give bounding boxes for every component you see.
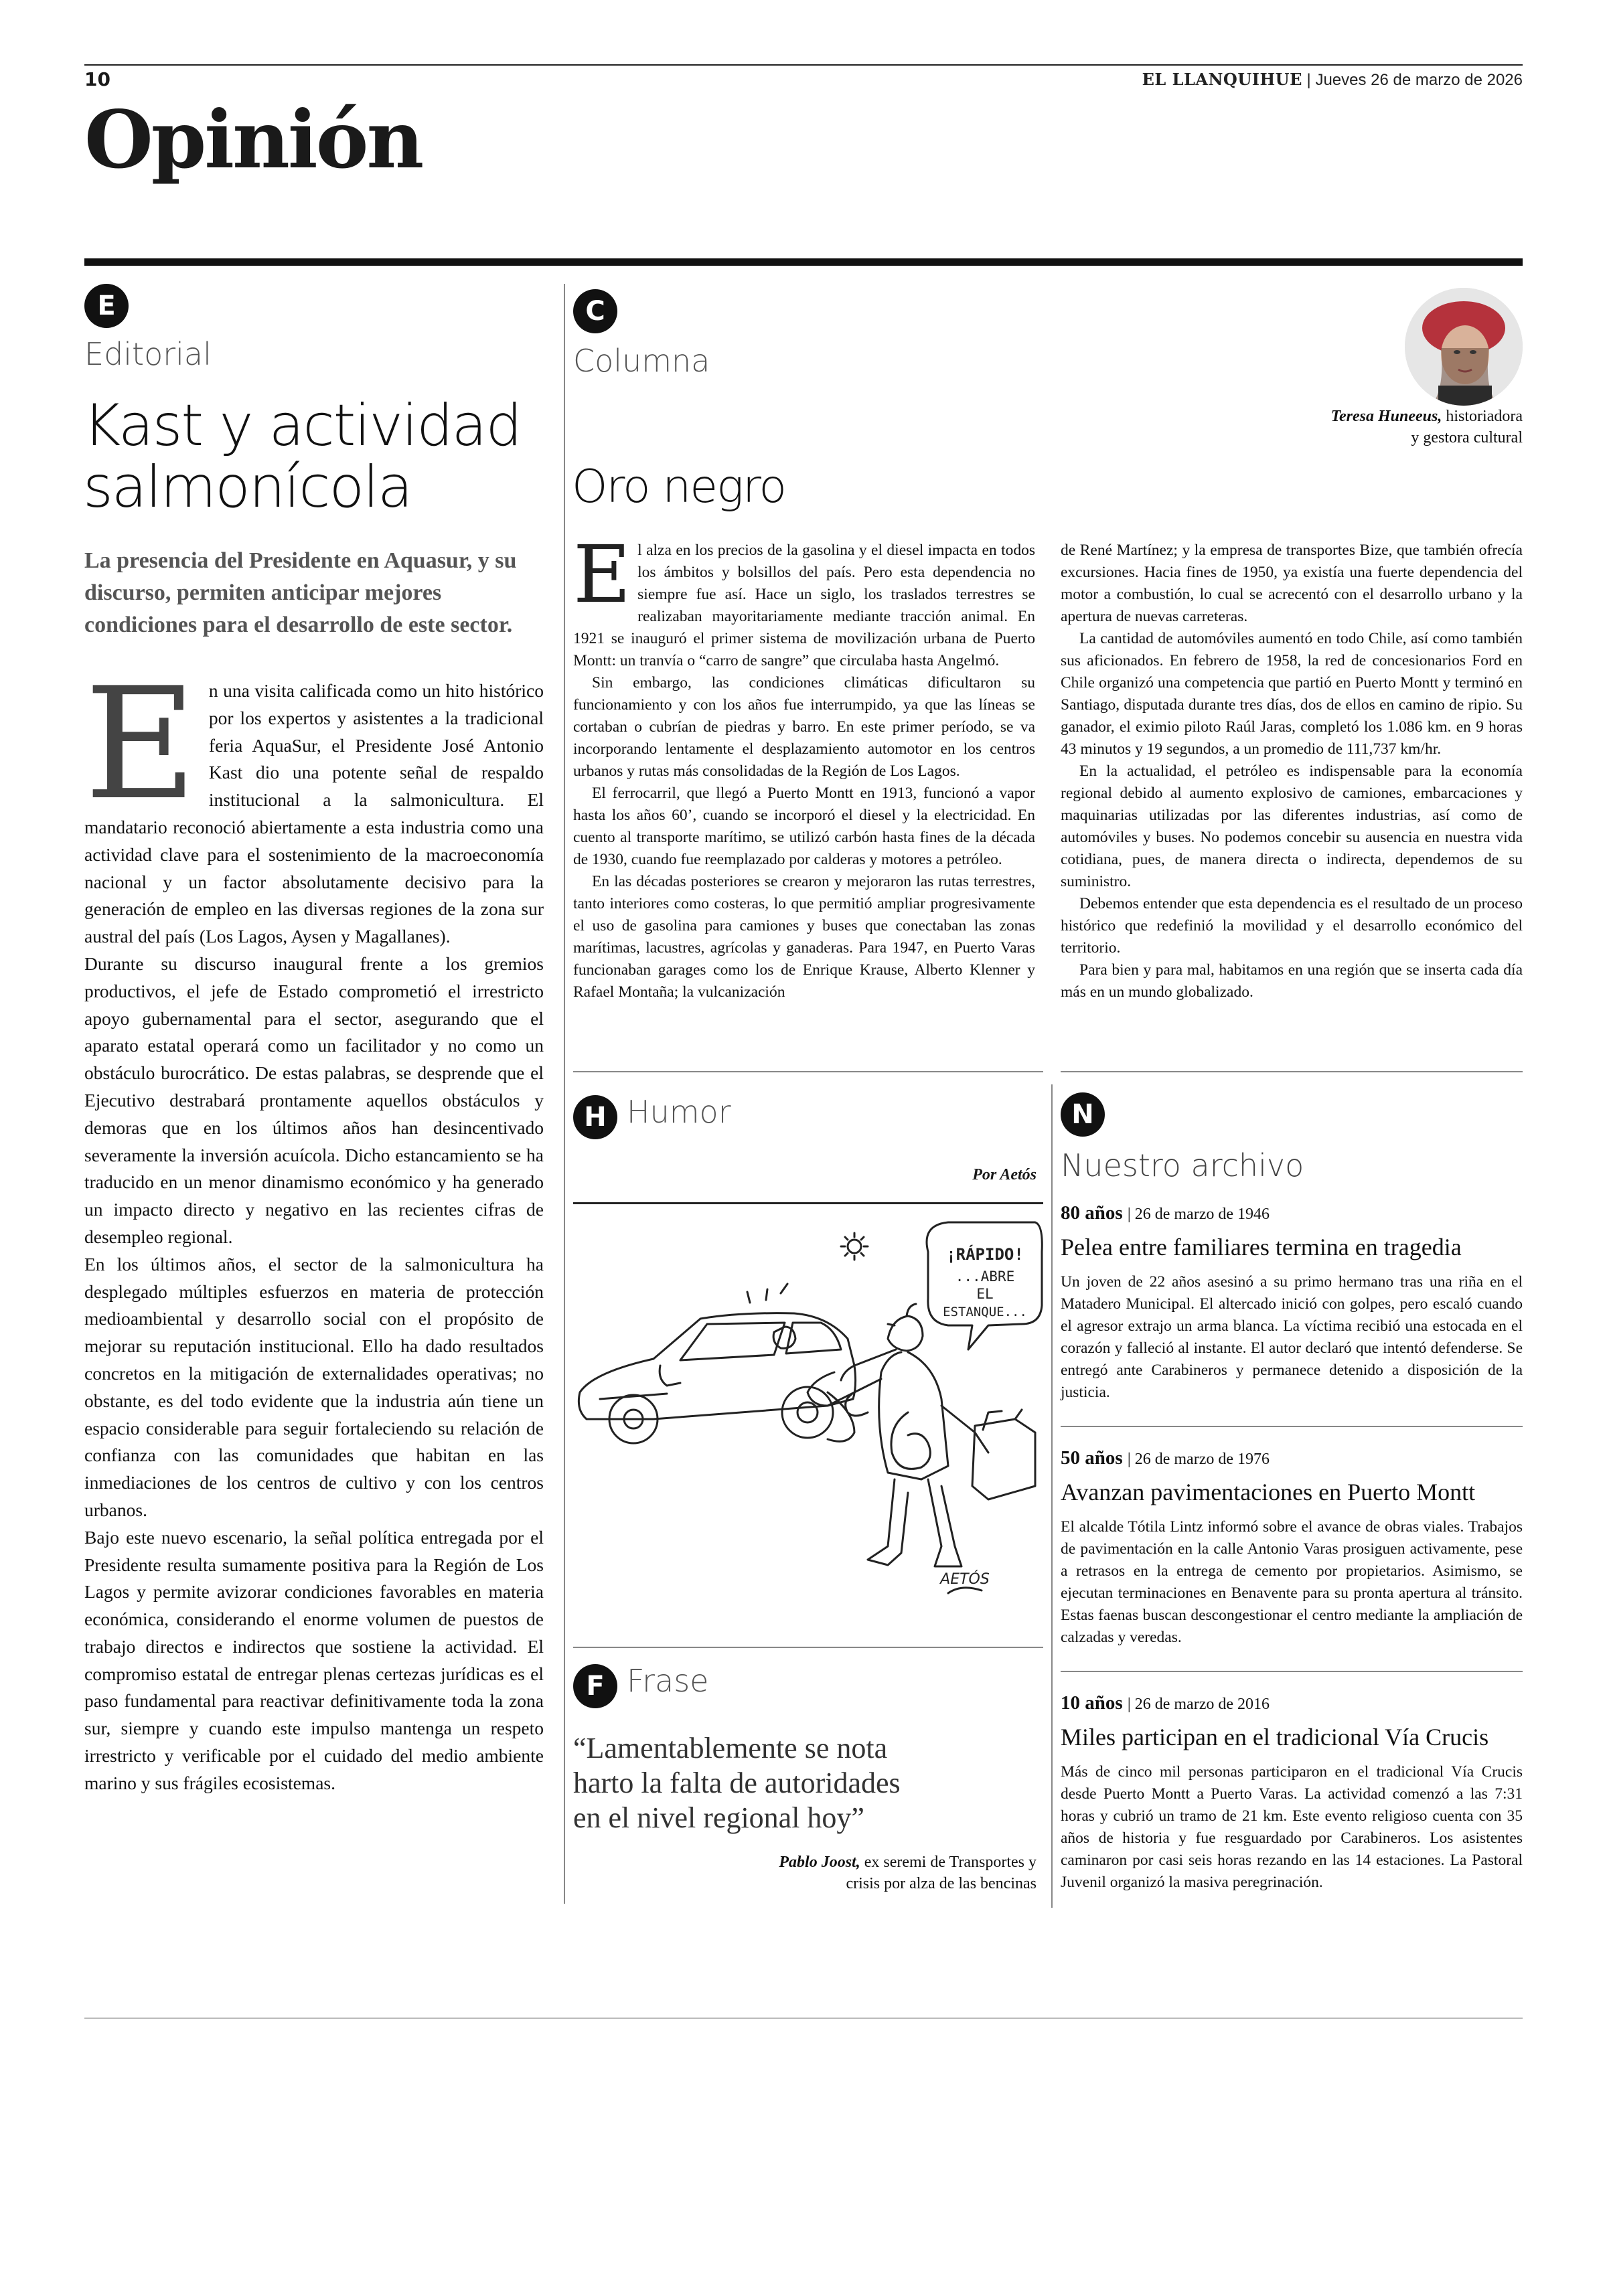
masthead: EL LLANQUIHUE | Jueves 26 de marzo de 2026 [1142,70,1523,89]
cartoon-illustration-icon [573,1212,1043,1640]
frase-quote [573,1731,1043,1835]
frase-author-role-1: ex seremi de Transportes y [864,1854,1037,1871]
archive-item-2-dateline [1061,1447,1523,1469]
archive-kicker: Nuestro archivo [1061,1147,1304,1183]
editorial-divider [564,284,565,1904]
archive-rule-1 [1061,1426,1523,1427]
column-paragraph-1 [573,528,1035,672]
editorial-paragraph-2: Durante su discurso inaugural frente a los gremios productivos, el jefe de Estado comprometió el irrestricto apoyo gubernamental para el sector, asegurando que el aparato estatal operará como un facilitador y no como un obstáculo burocrático. De estas palabras, se desprende que el Ejecutivo destrabará prontamente aquellos obstáculos y demoras que en los últimos años han desincentivado severamente la inversión acuícola. Dicho estancamiento se ha traducido en un menor dinamismo económico y ha generado un impacto directo y negativo en las recientes cifras de desempleo regional. [84,953,544,1247]
frase-kicker: Frase [627,1663,709,1699]
archive-item-3-years: 10 años [1061,1692,1123,1714]
column-bottom-rule-right [1061,1071,1523,1072]
editorial-dropcap: E [84,655,197,834]
frase-badge: F [573,1664,617,1708]
column-author-caption [1255,406,1523,448]
archive-item-1-body: Un joven de 22 años asesinó a su primo hermano tras una riña en el Matadero Municipal. El altercado inició con golpes, pero escaló cuando el agresor extrajo un arma blanca. La víctima recibió una estocada en el corazón y falleció al instante. El autor declaró que intentó defenderse. Se entregó ante Carabineros y permanece detenido a disposición de la justicia. [1061,1273,1523,1401]
archive-item-1-dateline [1061,1202,1523,1224]
archive-item-1-years: 80 años [1061,1202,1123,1224]
column-author-line-1 [1255,406,1523,427]
issue-date: Jueves 26 de marzo de 2026 [1315,71,1523,89]
column-badge: C [573,289,617,333]
editorial-paragraph-1 [84,655,544,951]
column-paragraph-7: En la actualidad, el petróleo es indispensable para la economía regional debido al aumento explosivo de camiones, embarcaciones y maquinarias utilizadas por las diferentes industrias, así como de automóviles y buses. No podemos concebir su ausencia en nuestra vida cotidiana, pues, de manera directa o indirecta, dependemos de su suministro. [1061,762,1523,890]
column-author-role-2: y gestora cultural [1411,429,1523,446]
humor-rule [573,1202,1043,1204]
frase-author-caption [708,1852,1037,1894]
page-number: 10 [84,68,110,90]
author-portrait-icon [1405,288,1523,406]
section-rule [84,258,1523,266]
archive-item-2-date: | 26 de marzo de 1976 [1127,1451,1270,1468]
frase-author-name: Pablo Joost, [779,1854,860,1871]
column-dropcap: E [573,528,631,621]
archive-item-1 [1061,1202,1523,1404]
archive-item-3-date: | 26 de marzo de 2016 [1127,1696,1270,1713]
column-body-left [573,528,1035,1003]
archive-item-3-dateline [1061,1692,1523,1714]
editorial-headline-line-1: Kast y actividad [83,392,521,459]
column-paragraph-4: En las décadas posteriores se crearon y mejoraron las rutas terrestres, tanto interiores como costeras, lo que permitió ampliar progresivamente el uso de gasolina para camiones y buses que conectaban las zonas marítimas, lacustres, agrícolas y ganaderas. Para 1947, en Puerto Varas funcionaban garages como los de Enrique Krause, Alberto Klenner y Rafael Montaña; la vulcanización [573,873,1035,1001]
archive-item-3 [1061,1692,1523,1894]
bubble-line-1: ¡RÁPIDO! [946,1245,1024,1264]
editorial-paragraph-3: En los últimos años, el sector de la salmonicultura ha desplegado múltiples esfuerzos en materia de protección medioambiental y desarrollo social con el propósito de mejorar su reputación institucional. Ello ha dado resultados concretos en la mitigación de externalidades operativas; no obstante, es del todo evidente que la industria aún tiene un espacio considerable para seguir fortaleciendo su relación de confianza con las comunidades que habitan en las inmediaciones de los centros de cultivo y con los centros urbanos. [84,1253,544,1520]
column-kicker: Columna [573,343,710,379]
archive-item-2 [1061,1447,1523,1649]
frase-author-line-1 [708,1852,1037,1873]
editorial-badge: E [84,284,129,328]
cartoon-signature: AETÓS [940,1571,990,1588]
editorial-body [84,655,544,1797]
column-paragraph-2: Sin embargo, las condiciones climáticas dificultaron su funcionamiento y con los años fue interrumpido, ya que las líneas se cortaban o cubrían de piedras y barro. En este primer período, se va incorporando lentamente el desplazamiento automotor en los centros urbanos y rutas más consolidadas de la Región de Los Lagos. [573,674,1035,780]
top-rule [84,64,1523,66]
humor-badge: H [573,1095,617,1139]
column-paragraph-3: El ferrocarril, que llegó a Puerto Montt en 1913, funcionó a vapor hasta los años 60’, cuando se incorporó el diesel y la electricidad. En cuento al transporte marítimo, se utilizó carbón hasta fines de la década de 1930, cuando fue reemplazado por calderas y motores a petróleo. [573,785,1035,868]
column-paragraph-1-text: l alza en los precios de la gasolina y el diesel impacta en todos los ámbitos y bolsillos del país. Pero esta dependencia no siempre fue así. Hace un siglo, los traslados terrestres se realizaban mayoritariamente mediante tracción animal. En 1921 se inauguró el primer sistema de movilización urbana de Puerto Montt: un tranvía o “carro de sangre” que circulaba hasta Angelmó. [573,542,1035,669]
column-body-right [1061,540,1523,1003]
column-paragraph-5: de René Martínez; y la empresa de transportes Bize, que también ofrecía excursiones. Hacia fines de 1950, ya existía una fuerte dependencia del motor a combustión, lo cual se acrecentó con el desarrollo urbano y la apertura de nuevas carreteras. [1061,542,1523,625]
archive-item-2-headline: Avanzan pavimentaciones en Puerto Montt [1061,1479,1476,1505]
column-paragraph-8: Debemos entender que esta dependencia es el resultado de un proceso histórico que redefinió la movilidad y el desarrollo económico del territorio. [1061,895,1523,957]
frase-quote-line-3: en el nivel regional hoy” [573,1801,864,1834]
editorial-paragraph-1-text: n una visita calificada como un hito histórico por los expertos y asistentes a la tradicional feria AquaSur, el Presidente José Antonio Kast dio una potente señal de respaldo institucional a la salmonicultura. El mandatario reconoció abiertamente a esta industria como una actividad clave para el sostenimiento de la macroeconomía nacional y un factor absolutamente decisivo para la generación de empleo en las diversas regiones de la zona sur austral del país (Los Lagos, Aysen y Magallanes). [84,680,544,947]
bubble-line-3: EL [976,1286,994,1302]
archive-rule-2 [1061,1671,1523,1672]
editorial-deck: La presencia del Presidente en Aquasur, y su discurso, permiten anticipar mejores condiciones para el desarrollo de este sector. [84,548,517,637]
column-author-name: Teresa Huneeus, [1330,408,1442,425]
editorial-headline-line-2: salmonícola [83,454,412,521]
publication-name: EL LLANQUIHUE [1142,70,1302,89]
editorial-paragraph-4: Bajo este nuevo escenario, la señal política entregada por el Presidente resulta sumamente positiva para la Región de Los Lagos y permite avizorar condiciones favorables en materia económica, considerando el enorme volumen de puestos de trabajo directos e indirectos que sostiene la actividad. El compromiso estatal de entregar plenas certezas jurídicas es el paso fundamental para reactivar definitivamente toda la zona sur, siempre y cuando este impulso mantenga un respeto irrestricto y verificable por el cuidado del medio ambiente marino y sus frágiles ecosistemas. [84,1526,544,1793]
archive-item-3-body: Más de cinco mil personas participaron en el tradicional Vía Crucis desde Puerto Montt a Puerto Varas. La actividad comenzó a las 7:31 horas y cubrió un tramo de 21 km. Este evento religioso cuenta con 35 años de historia y fue resguardado por Carabineros. Los asistentes caminaron por casi seis horas rezando en las 14 estaciones. La Pastoral Juvenil organizó la masiva peregrinación. [1061,1763,1523,1891]
archive-item-2-years: 50 años [1061,1447,1123,1469]
cartoon [573,1212,1043,1640]
column-headline: Oro negro [572,461,786,513]
column-bottom-rule-left [573,1071,1043,1072]
bubble-line-4: ESTANQUE... [943,1305,1027,1319]
archive-badge: N [1061,1092,1105,1137]
frase-author-role-2: crisis por alza de las bencinas [846,1875,1037,1892]
archive-item-3-headline: Miles participan en el tradicional Vía Crucis [1061,1724,1489,1750]
humor-kicker: Humor [627,1094,731,1130]
author-photo [1405,288,1523,406]
column-paragraph-9: Para bien y para mal, habitamos en una región que se inserta cada día más en un mundo globalizado. [1061,961,1523,1001]
archive-item-1-date: | 26 de marzo de 1946 [1127,1206,1270,1223]
frase-quote-line-2: harto la falta de autoridades [573,1767,901,1799]
archive-divider [1051,1084,1053,1908]
column-paragraph-6: La cantidad de automóviles aumentó en todo Chile, así como también sus aficionados. En febrero de 1958, la red de concesionarios Ford en Chile organizó una competencia que partió en Puerto Montt y terminó en Santiago, disputada durante tres días, dos de ellos en camino de ripio. Su ganador, el eximio piloto Raúl Jaras, completó los 1.086 km. en 9 horas 43 minutos y 19 segundos, a un promedio de 111,737 km/hr. [1061,630,1523,758]
editorial-headline [83,392,521,521]
frase-top-rule [573,1647,1043,1648]
archive-item-2-body: El alcalde Tótila Lintz informó sobre el avance de obras viales. Trabajos de pavimentación en la calle Antonio Varas prosiguen activamente, pese a retrasos en la entrega de cemento por propietarios. Asimismo, se ejecutan terminaciones en Benavente para su pronta apertura al tránsito. Estas faenas buscan descongestionar el centro mediante la ampliación de calzadas y veredas. [1061,1518,1523,1646]
section-title: Opinión [84,93,423,186]
column-author-role-1: historiadora [1446,408,1523,425]
archive-item-1-headline: Pelea entre familiares termina en tragedia [1061,1234,1462,1260]
page-bottom-rule [84,2018,1523,2019]
frase-quote-line-1: “Lamentablemente se nota [573,1732,888,1765]
bubble-line-2: ...ABRE [955,1268,1015,1285]
humor-credit: Por Aetós [972,1166,1037,1183]
editorial-kicker: Editorial [84,336,212,372]
